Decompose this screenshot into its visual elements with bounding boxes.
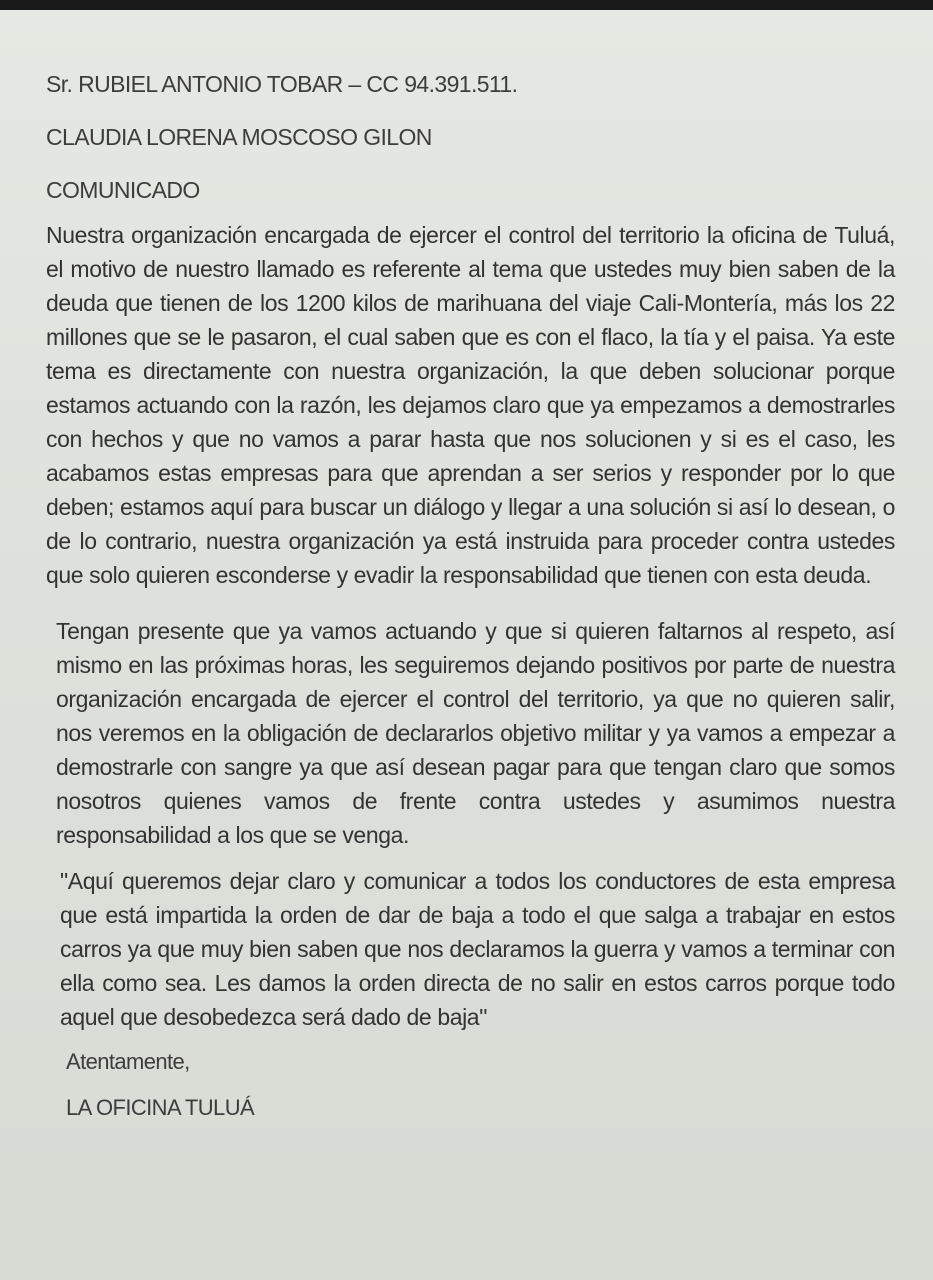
document-page [0,10,933,1280]
recipient-line-1: Sr. RUBIEL ANTONIO TOBAR – CC 94.391.511. [46,71,518,97]
document-heading: COMUNICADO [46,177,200,203]
body-paragraph-3: "Aquí queremos dejar claro y comunicar a todos los conductores de esta empresa que está impartida la orden de dar de baja a todo el que salga a trabajar en estos carros ya que muy bien saben que nos declaramos la guerra y vamos a terminar con ella como sea. Les damos la orden directa de no salir en estos carros porque todo aquel que desobedezca será dado de baja" [60,868,895,1030]
body-paragraph-1: Nuestra organización encargada de ejercer el control del territorio la oficina de Tuluá, el motivo de nuestro llamado es referente al tema que ustedes muy bien saben de la deuda que tienen de los 1200 kilos de marihuana del viaje Cali-Montería, más los 22 millones que se le pasaron, el cual saben que es con el flaco, la tía y el paisa. Ya este tema es directamente con nuestra organización, la que deben solucionar porque estamos actuando con la razón, les dejamos claro que ya empezamos a demostrarles con hechos y que no vamos a parar hasta que nos solucionen y si es el caso, les acabamos estas empresas para que aprendan a ser serios y responder por lo que deben; estamos aquí para buscar un diálogo y llegar a una solución si así lo desean, o de lo contrario, nuestra organización ya está instruida para proceder contra ustedes que solo quieren esconderse y evadir la responsabilidad que tienen con esta deuda. [46,222,895,588]
signature-line: LA OFICINA TULUÁ [66,1095,255,1120]
closing-line: Atentamente, [66,1049,190,1074]
recipient-line-2: CLAUDIA LORENA MOSCOSO GILON [46,124,432,150]
body-paragraph-2: Tengan presente que ya vamos actuando y que si quieren faltarnos al respeto, así mismo en las próximas horas, les seguiremos dejando positivos por parte de nuestra organización encargada de ejercer el control del territorio, ya que no quieren salir, nos veremos en la obligación de declararlos objetivo militar y ya vamos a empezar a demostrarle con sangre ya que así desean pagar para que tengan claro que somos nosotros quienes vamos de frente contra ustedes y asumimos nuestra responsabilidad a los que se venga. [56,618,895,848]
